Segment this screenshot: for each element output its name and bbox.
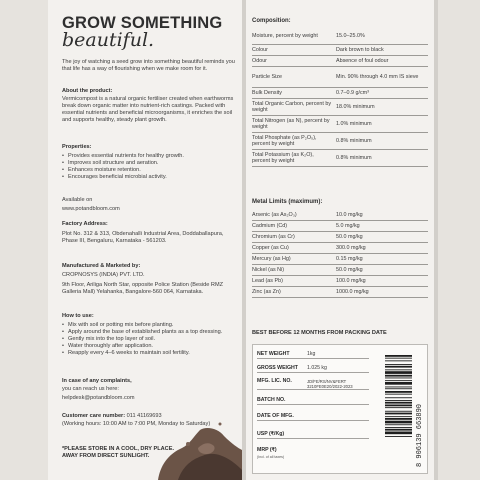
pack-value [307,447,369,454]
table-row [252,67,428,88]
composition-value: 0.8% minimum [336,137,372,144]
customer-care-number: 011 41169693 [126,413,162,419]
metal-name: Lead (as Pb) [252,277,283,284]
pack-label: BATCH NO. [257,397,286,403]
composition-name: Particle Size [252,73,282,80]
list-item: • Improves soil structure and aeration. [62,160,238,167]
available-on-label: Available on [62,197,93,203]
composition-name: Odour [252,57,267,64]
storage-note: *PLEASE STORE IN A COOL, DRY PLACE. AWAY FROM DIRECT SUNLIGHT. [62,446,174,460]
customer-care-heading: Customer care number: [62,413,126,419]
metal-name: Nickel (as Ni) [252,266,285,273]
table-row [252,210,428,221]
composition-name: Moisture, percent by weight [252,32,318,39]
soil-splash-image [48,408,242,480]
website-link[interactable]: www.potandbloom.com [62,206,120,212]
composition-value: Dark brown to black [336,46,384,53]
best-before-note: BEST BEFORE 12 MONTHS FROM PACKING DATE [252,330,387,336]
factory-heading: Factory Address: [62,221,108,227]
table-row [252,243,428,254]
list-item: • Gently mix into the top layer of soil. [62,336,238,343]
composition-table [252,28,428,167]
intro-text: The joy of watching a seed grow into something beautiful reminds you that life has a way of flourishing when we make room for it. [62,59,235,73]
right-label-panel [246,0,434,480]
metal-limits-table [252,210,428,298]
composition-heading: Composition: [252,18,291,24]
composition-value: 15.0–25.0% [336,32,365,39]
table-row [252,265,428,276]
metal-name: Chromium (as Cr) [252,233,295,240]
manufacturer-heading: Manufactured & Marketed by: [62,263,141,269]
factory-address: Plot No. 312 & 313, Obdenahalli Industrial Area, Doddaballapura, Phase III, Bengaluru, Karnataka - 561203. [62,231,224,245]
list-item: • Mix with soil or potting mix before planting. [62,322,238,329]
list-item: • Encourages beneficial microbial activity. [62,174,238,181]
table-row [252,28,428,45]
pack-value: JD/FE/RS/NV&FERT 3210FE0E20/2022-2023 [307,379,353,389]
table-row [252,287,428,298]
table-row [252,45,428,56]
manufacturer-company: CROPNOSYS (INDIA) PVT. LTD. [62,272,145,278]
barcode-bars [385,355,412,437]
composition-value: 18.0% minimum [336,103,375,110]
barcode-image [383,351,423,469]
list-item: • Water thoroughly after application. [62,343,238,350]
pack-value [307,431,369,438]
how-to-use-heading: How to use: [62,313,94,319]
table-row [252,232,428,243]
complaints-heading: In case of any complaints, [62,378,132,384]
pack-label: GROSS WEIGHT [257,365,298,371]
customer-care-hours: (Working hours: 10:00 AM to 7:00 PM, Monday to Saturday) [62,421,211,427]
pack-value: 1kg [307,351,316,357]
metal-name: Mercury (as Hg) [252,255,291,262]
metal-limit: 1000.0 mg/kg [336,288,369,295]
metal-limit: 5.0 mg/kg [336,222,360,229]
metal-limit: 50.0 mg/kg [336,233,363,240]
barcode-number: 8 906139 663890 [416,403,424,467]
about-text: Vermicompost is a natural organic fertiliser created when earthworms break down organic matter into nutrient-rich castings. Packed with essential nutrients and beneficial microorganisms, it enriches the soil and supports healthy, steady plant growth. [62,96,234,124]
table-row [252,133,428,150]
composition-value: Min. 90% through 4.0 mm IS sieve [336,73,419,80]
left-label-panel [48,0,242,480]
table-row [252,254,428,265]
metal-name: Copper (as Cu) [252,244,289,251]
mrp-tax-note: (Incl. of all taxes) [257,455,285,459]
pack-value [307,397,369,404]
gross-weight-row [257,365,369,373]
metal-name: Arsenic (as As₂O₃) [252,211,297,218]
metal-limits-heading: Metal Limits (maximum): [252,199,323,205]
how-to-use-list [62,322,238,357]
table-row [252,116,428,133]
composition-name: Total Phosphate (as P₂O₅), percent by weight [252,134,317,147]
composition-name: Total Potassium (as K₂O), percent by weight [252,151,314,164]
metal-limit: 10.0 mg/kg [336,211,363,218]
manufacturer-address: 9th Floor, Ariliga North Star, opposite Police Station (Beside RMZ Galleria Mall) Yelahanka, Bangalore-560 064, Karnataka. [62,282,224,296]
table-row [252,56,428,67]
pack-label: USP (₹/Kg) [257,431,285,437]
date-of-mfg-row [257,413,369,421]
usp-row [257,431,369,439]
pack-label: NET WEIGHT [257,351,290,357]
metal-name: Cadmium (Cd) [252,222,288,229]
pack-label: MRP (₹) [257,447,277,453]
pack-label: DATE OF MFG. [257,413,294,419]
packing-info-box [252,344,428,474]
pack-value: 1.025 kg [307,365,327,371]
mfg-lic-row [257,379,369,390]
properties-list [62,153,238,181]
list-item: • Reapply every 4–6 weeks to maintain soil fertility. [62,350,238,357]
metal-limit: 300.0 mg/kg [336,244,366,251]
composition-name: Bulk Density [252,89,282,96]
properties-heading: Properties: [62,144,92,150]
composition-value: 1.0% minimum [336,120,372,127]
list-item: • Apply around the base of established plants as a top dressing. [62,329,238,336]
table-row [252,99,428,116]
pack-label: MFG. LIC. NO. [257,378,292,384]
mrp-row [257,447,369,454]
composition-value: 0.8% minimum [336,154,372,161]
table-row [252,150,428,167]
composition-name: Total Organic Carbon, percent by weight [252,100,332,113]
composition-name: Colour [252,46,268,53]
headline: GROW SOMETHING [62,14,223,32]
table-row [252,221,428,232]
table-row [252,88,428,99]
net-weight-row [257,351,369,359]
list-item: • Provides essential nutrients for healthy growth. [62,153,238,160]
about-heading: About the product: [62,88,113,94]
metal-limit: 100.0 mg/kg [336,277,366,284]
panel-edge [434,0,438,480]
helpdesk-email[interactable]: helpdesk@potandbloom.com [62,395,135,401]
list-item: • Enhances moisture retention. [62,167,238,174]
metal-limit: 0.15 mg/kg [336,255,363,262]
composition-value: 0.7–0.9 g/cm³ [336,89,369,96]
table-row [252,276,428,287]
composition-value: Absence of foul odour [336,57,389,64]
pack-value [307,413,369,420]
headline-script: beautiful. [62,29,155,51]
batch-no-row [257,397,369,405]
complaints-subheading: you can reach us here: [62,386,119,392]
metal-limit: 50.0 mg/kg [336,266,363,273]
composition-name: Total Nitrogen (as N), percent by weight [252,117,330,130]
metal-name: Zinc (as Zn) [252,288,281,295]
